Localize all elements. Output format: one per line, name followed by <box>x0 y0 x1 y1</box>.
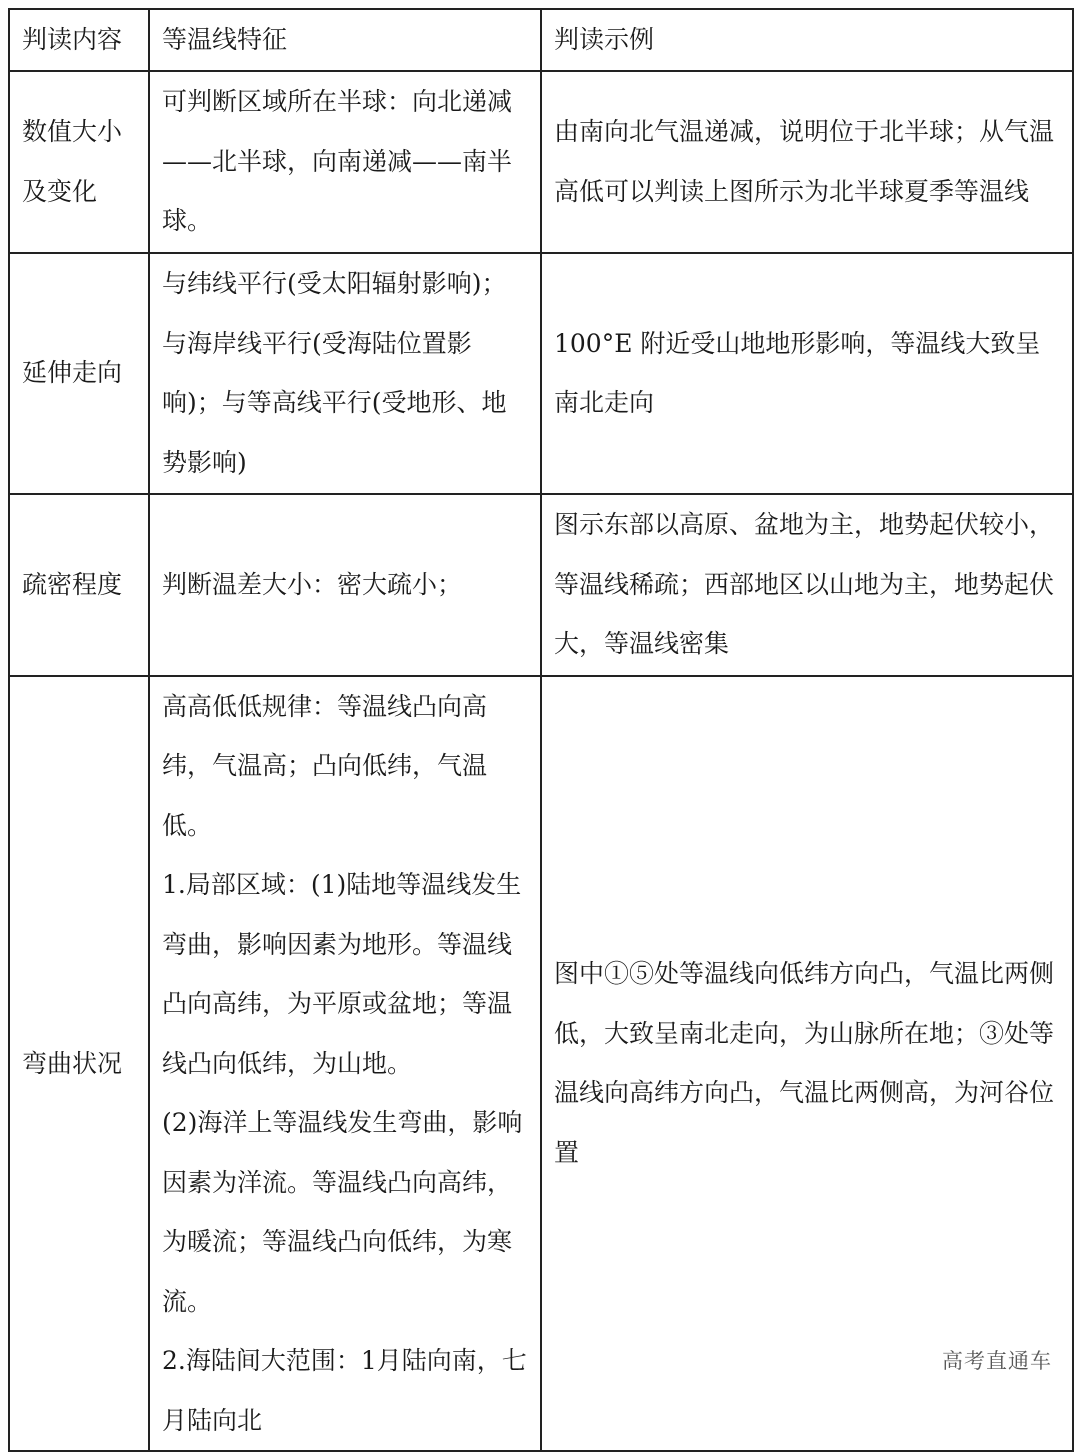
row-content: 疏密程度 <box>9 494 149 676</box>
feature-line: 高高低低规律：等温线凸向高纬，气温高；凸向低纬，气温低。 <box>162 691 488 840</box>
table-row <box>9 253 1073 494</box>
header-feature: 等温线特征 <box>149 9 541 71</box>
header-example: 判读示例 <box>541 9 1073 71</box>
feature-line: 1.局部区域：(1)陆地等温线发生弯曲，影响因素为地形。等温线凸向高纬，为平原或盆地；等温线凸向低纬，为山地。 <box>162 870 522 1078</box>
row-feature: 可判断区域所在半球：向北递减——北半球，向南递减——南半球。 <box>149 71 541 253</box>
row-example: 100°E 附近受山地地形影响，等温线大致呈南北走向 <box>541 253 1073 494</box>
row-content: 延伸走向 <box>9 253 149 494</box>
row-example: 由南向北气温递减，说明位于北半球；从气温高低可以判读上图所示为北半球夏季等温线 <box>541 71 1073 253</box>
header-row <box>9 9 1073 71</box>
table-row <box>9 71 1073 253</box>
row-feature: 判断温差大小：密大疏小； <box>149 494 541 676</box>
isotherm-table <box>8 8 1074 1452</box>
row-content: 数值大小及变化 <box>9 71 149 253</box>
feature-line: (2)海洋上等温线发生弯曲，影响因素为洋流。等温线凸向高纬，为暖流；等温线凸向低纬，为寒流。 <box>162 1108 523 1316</box>
watermark-text: 高考直通车 <box>942 1349 1052 1373</box>
row-example: 图中①⑤处等温线向低纬方向凸，气温比两侧低，大致呈南北走向，为山脉所在地；③处等温线向高纬方向凸，气温比两侧高，为河谷位置 <box>541 676 1073 1452</box>
row-feature <box>149 676 541 1452</box>
header-content: 判读内容 <box>9 9 149 71</box>
table-row <box>9 494 1073 676</box>
row-feature: 与纬线平行(受太阳辐射影响)；与海岸线平行(受海陆位置影响)；与等高线平行(受地形、地势影响) <box>149 253 541 494</box>
row-content: 弯曲状况 <box>9 676 149 1452</box>
feature-line: 2.海陆间大范围：1月陆向南，七月陆向北 <box>162 1346 527 1435</box>
table-row <box>9 676 1073 1452</box>
row-example: 图示东部以高原、盆地为主，地势起伏较小，等温线稀疏；西部地区以山地为主，地势起伏大，等温线密集 <box>541 494 1073 676</box>
